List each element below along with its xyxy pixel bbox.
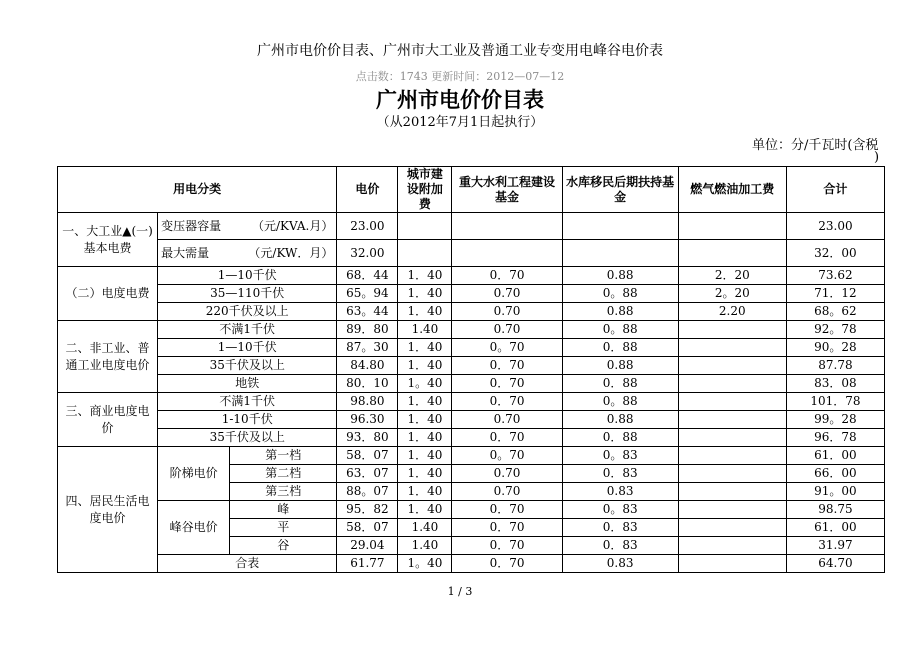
cell-price: 98.80 bbox=[337, 393, 398, 411]
header-reservoir-fund: 水库移民后期扶持基金 bbox=[562, 167, 678, 213]
cell-water-fund: 0.70 bbox=[452, 321, 562, 339]
header-price: 电价 bbox=[337, 167, 398, 213]
cell-total: 73.62 bbox=[786, 267, 884, 285]
table-row bbox=[58, 339, 885, 357]
section-label: 一、大工业▲(一)基本电费 bbox=[58, 213, 158, 267]
cell-price: 89．80 bbox=[337, 321, 398, 339]
cell-water-fund: 0．70 bbox=[452, 429, 562, 447]
table-row bbox=[58, 357, 885, 375]
cell-fuel-fee: 2．20 bbox=[678, 267, 786, 285]
cell-water-fund: 0．70 bbox=[452, 537, 562, 555]
cell-price: 58．07 bbox=[337, 447, 398, 465]
cell-fuel-fee bbox=[678, 375, 786, 393]
cell-city-fee bbox=[398, 213, 452, 240]
cell-fuel-fee bbox=[678, 357, 786, 375]
table-row bbox=[58, 429, 885, 447]
cell-city-fee: 1．40 bbox=[398, 303, 452, 321]
cell-reservoir-fund: 0。83 bbox=[562, 501, 678, 519]
cell-fuel-fee bbox=[678, 501, 786, 519]
cell-fuel-fee bbox=[678, 483, 786, 501]
cell-fuel-fee bbox=[678, 465, 786, 483]
cell-price: 32.00 bbox=[337, 240, 398, 267]
cell-total: 31.97 bbox=[786, 537, 884, 555]
cell-city-fee: 1.40 bbox=[398, 321, 452, 339]
cell-total: 92。78 bbox=[786, 321, 884, 339]
cell-reservoir-fund bbox=[562, 240, 678, 267]
cell-reservoir-fund: 0．83 bbox=[562, 465, 678, 483]
row-label: 峰 bbox=[230, 501, 337, 519]
cell-fuel-fee bbox=[678, 411, 786, 429]
table-row bbox=[58, 501, 885, 519]
cell-reservoir-fund bbox=[562, 213, 678, 240]
cell-total: 87.78 bbox=[786, 357, 884, 375]
cell-price: 63。44 bbox=[337, 303, 398, 321]
cell-price: 61.77 bbox=[337, 555, 398, 573]
cell-reservoir-fund: 0.83 bbox=[562, 555, 678, 573]
table-row bbox=[58, 321, 885, 339]
row-label-text: 最大需量 bbox=[161, 245, 210, 260]
row-label: 平 bbox=[230, 519, 337, 537]
row-label: 1-10千伏 bbox=[158, 411, 337, 429]
cell-water-fund: 0。70 bbox=[452, 447, 562, 465]
page-number: 1 / 3 bbox=[447, 585, 473, 598]
cell-reservoir-fund: 0。88 bbox=[562, 285, 678, 303]
row-label: 地铁 bbox=[158, 375, 337, 393]
cell-price: 29.04 bbox=[337, 537, 398, 555]
cell-price: 88。07 bbox=[337, 483, 398, 501]
cell-water-fund: 0．70 bbox=[452, 393, 562, 411]
row-label: 不满1千伏 bbox=[158, 321, 337, 339]
price-table bbox=[57, 166, 885, 573]
cell-price: 93．80 bbox=[337, 429, 398, 447]
cell-reservoir-fund: 0。88 bbox=[562, 393, 678, 411]
cell-fuel-fee: 2。20 bbox=[678, 285, 786, 303]
cell-fuel-fee bbox=[678, 321, 786, 339]
row-label: 第一档 bbox=[230, 447, 337, 465]
cell-total: 32．00 bbox=[786, 240, 884, 267]
cell-reservoir-fund: 0.83 bbox=[562, 483, 678, 501]
cell-total: 66．00 bbox=[786, 465, 884, 483]
cell-water-fund: 0.70 bbox=[452, 411, 562, 429]
cell-city-fee: 1．40 bbox=[398, 429, 452, 447]
cell-price: 23.00 bbox=[337, 213, 398, 240]
row-label: 1—10千伏 bbox=[158, 339, 337, 357]
cell-price: 80．10 bbox=[337, 375, 398, 393]
cell-total: 64.70 bbox=[786, 555, 884, 573]
cell-total: 98.75 bbox=[786, 501, 884, 519]
header-water-fund: 重大水利工程建设基金 bbox=[452, 167, 562, 213]
section-label: 三、商业电度电价 bbox=[58, 393, 158, 447]
cell-city-fee: 1．40 bbox=[398, 393, 452, 411]
cell-water-fund: 0．70 bbox=[452, 519, 562, 537]
effective-date: （从2012年7月1日起执行） bbox=[376, 115, 544, 130]
cell-total: 99。28 bbox=[786, 411, 884, 429]
cell-reservoir-fund: 0．83 bbox=[562, 519, 678, 537]
cell-city-fee: 1．40 bbox=[398, 357, 452, 375]
row-label bbox=[158, 240, 337, 267]
section-label: 二、非工业、普通工业电度电价 bbox=[58, 321, 158, 393]
cell-city-fee: 1．40 bbox=[398, 501, 452, 519]
cell-city-fee: 1．40 bbox=[398, 285, 452, 303]
cell-water-fund: 0.70 bbox=[452, 465, 562, 483]
row-unit: （元/KW．月） bbox=[248, 245, 334, 260]
cell-city-fee: 1．40 bbox=[398, 447, 452, 465]
cell-fuel-fee bbox=[678, 555, 786, 573]
cell-water-fund: 0．70 bbox=[452, 267, 562, 285]
section-label: 四、居民生活电度电价 bbox=[58, 447, 158, 573]
cell-water-fund: 0.70 bbox=[452, 483, 562, 501]
cell-reservoir-fund: 0.88 bbox=[562, 357, 678, 375]
header-fuel-fee: 燃气燃油加工费 bbox=[678, 167, 786, 213]
cell-price: 84.80 bbox=[337, 357, 398, 375]
cell-water-fund: 0.70 bbox=[452, 303, 562, 321]
document-heading: 广州市电价价目表、广州市大工业及普通工业专变用电峰谷电价表 bbox=[257, 43, 663, 59]
row-label: 35千伏及以上 bbox=[158, 429, 337, 447]
cell-total: 90。28 bbox=[786, 339, 884, 357]
cell-price: 58．07 bbox=[337, 519, 398, 537]
cell-reservoir-fund: 0．88 bbox=[562, 339, 678, 357]
cell-city-fee: 1．40 bbox=[398, 483, 452, 501]
cell-reservoir-fund: 0.88 bbox=[562, 411, 678, 429]
cell-reservoir-fund: 0。88 bbox=[562, 321, 678, 339]
cell-fuel-fee bbox=[678, 240, 786, 267]
header-row bbox=[58, 167, 885, 213]
cell-reservoir-fund: 0．88 bbox=[562, 375, 678, 393]
table-row bbox=[58, 447, 885, 465]
cell-reservoir-fund: 0.88 bbox=[562, 303, 678, 321]
cell-price: 65。94 bbox=[337, 285, 398, 303]
cell-price: 87。30 bbox=[337, 339, 398, 357]
cell-reservoir-fund: 0．88 bbox=[562, 429, 678, 447]
header-total: 合计 bbox=[786, 167, 884, 213]
cell-fuel-fee bbox=[678, 519, 786, 537]
cell-total: 91。00 bbox=[786, 483, 884, 501]
cell-fuel-fee bbox=[678, 339, 786, 357]
cell-total: 61．00 bbox=[786, 447, 884, 465]
header-city-fee: 城市建设附加费 bbox=[398, 167, 452, 213]
cell-city-fee: 1．40 bbox=[398, 267, 452, 285]
row-label-text: 变压器容量 bbox=[161, 218, 222, 233]
cell-fuel-fee bbox=[678, 393, 786, 411]
unit-label: 单位：分/千瓦时(含税 bbox=[752, 138, 879, 153]
row-label: 第二档 bbox=[230, 465, 337, 483]
row-label: 1—10千伏 bbox=[158, 267, 337, 285]
row-label: 35千伏及以上 bbox=[158, 357, 337, 375]
table-row bbox=[58, 285, 885, 303]
table-row bbox=[58, 393, 885, 411]
cell-reservoir-fund: 0．83 bbox=[562, 537, 678, 555]
cell-total: 83．08 bbox=[786, 375, 884, 393]
cell-fuel-fee: 2.20 bbox=[678, 303, 786, 321]
cell-water-fund bbox=[452, 240, 562, 267]
cell-city-fee bbox=[398, 240, 452, 267]
table-row bbox=[58, 375, 885, 393]
row-unit: （元/KVA.月） bbox=[252, 218, 334, 233]
cell-city-fee: 1。40 bbox=[398, 555, 452, 573]
table-row bbox=[58, 555, 885, 573]
table-row bbox=[58, 411, 885, 429]
cell-price: 95．82 bbox=[337, 501, 398, 519]
row-label bbox=[158, 213, 337, 240]
cell-city-fee: 1．40 bbox=[398, 411, 452, 429]
row-label: 合表 bbox=[158, 555, 337, 573]
cell-total: 71．12 bbox=[786, 285, 884, 303]
cell-water-fund: 0．70 bbox=[452, 555, 562, 573]
header-category: 用电分类 bbox=[58, 167, 337, 213]
cell-water-fund: 0．70 bbox=[452, 501, 562, 519]
cell-city-fee: 1．40 bbox=[398, 339, 452, 357]
cell-fuel-fee bbox=[678, 213, 786, 240]
meta-info: 点击数：1743 更新时间：2012—07—12 bbox=[355, 70, 565, 83]
subsection-label: 峰谷电价 bbox=[158, 501, 230, 555]
row-label: 谷 bbox=[230, 537, 337, 555]
section-label: （二）电度电费 bbox=[58, 267, 158, 321]
cell-total: 96．78 bbox=[786, 429, 884, 447]
cell-water-fund: 0．70 bbox=[452, 357, 562, 375]
cell-fuel-fee bbox=[678, 447, 786, 465]
cell-city-fee: 1。40 bbox=[398, 375, 452, 393]
unit-label-close: ) bbox=[874, 150, 880, 165]
cell-fuel-fee bbox=[678, 537, 786, 555]
cell-city-fee: 1.40 bbox=[398, 537, 452, 555]
cell-water-fund: 0.70 bbox=[452, 285, 562, 303]
table-row bbox=[58, 213, 885, 240]
row-label: 35—110千伏 bbox=[158, 285, 337, 303]
cell-price: 68．44 bbox=[337, 267, 398, 285]
row-label: 第三档 bbox=[230, 483, 337, 501]
cell-total: 61．00 bbox=[786, 519, 884, 537]
cell-reservoir-fund: 0.88 bbox=[562, 267, 678, 285]
table-row bbox=[58, 240, 885, 267]
cell-price: 63．07 bbox=[337, 465, 398, 483]
cell-total: 101．78 bbox=[786, 393, 884, 411]
cell-water-fund: 0．70 bbox=[452, 375, 562, 393]
cell-price: 96.30 bbox=[337, 411, 398, 429]
row-label: 220千伏及以上 bbox=[158, 303, 337, 321]
table-row bbox=[58, 267, 885, 285]
page-title: 广州市电价价目表 bbox=[376, 87, 544, 112]
cell-total: 68。62 bbox=[786, 303, 884, 321]
cell-total: 23.00 bbox=[786, 213, 884, 240]
table-row bbox=[58, 303, 885, 321]
cell-reservoir-fund: 0。83 bbox=[562, 447, 678, 465]
cell-city-fee: 1.40 bbox=[398, 519, 452, 537]
cell-water-fund: 0。70 bbox=[452, 339, 562, 357]
row-label: 不满1千伏 bbox=[158, 393, 337, 411]
cell-fuel-fee bbox=[678, 429, 786, 447]
cell-city-fee: 1．40 bbox=[398, 465, 452, 483]
subsection-label: 阶梯电价 bbox=[158, 447, 230, 501]
cell-water-fund bbox=[452, 213, 562, 240]
